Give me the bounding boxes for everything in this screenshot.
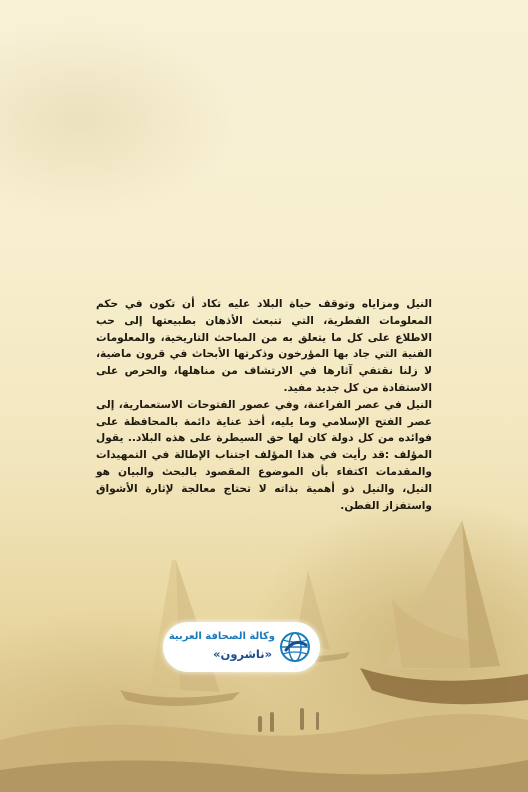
description-text [96,296,432,514]
sailboat-main [360,520,528,704]
paragraph-1: النيل ومزاياه وتوقف حياة البلاد عليه تكاد أن تكون في حكم المعلومات الفطرية، التي تنبعث الأذهان بطبيعتها إلى حب الاطلاع على كل ما يتعلق به من المباحث التاريخية، والمعلومات الفنية التي جاد بها المؤرخون وذكرتها الأبحاث في قرون ماضية، لا زلنا نقتفي آثارها في الارتشاف من مناهلها، والحرص على الاستفادة من كل جديد مفيد. [96,298,432,394]
publisher-name: وكالة الصحافة العربية [168,631,275,642]
publisher-logo [163,622,320,672]
paragraph-2: النيل في عصر الفراعنة، وفي عصور الفتوحات الاستعمارية، إلى عصر الفتح الإسلامي وما يليه، أخذ عناية دائمة بالمحافظة على فوائده من كل دولة كان لها حق السيطرة على هذه البلاد.. يقول المؤلف :قد رأيت في هذا المؤلف اجتناب الإطالة في التمهيدات والمقدمات اكتفاء بأن الموضوع المقصود بالبحث والبيان هو النيل، والنيل ذو أهمية بذاته لا تحتاج معالجة لإثارة الأشواق واستفزاز الفطن. [96,398,432,512]
figures [258,708,319,732]
globe-icon [278,630,312,664]
publisher-subtitle: «ناشرون» [213,647,272,661]
